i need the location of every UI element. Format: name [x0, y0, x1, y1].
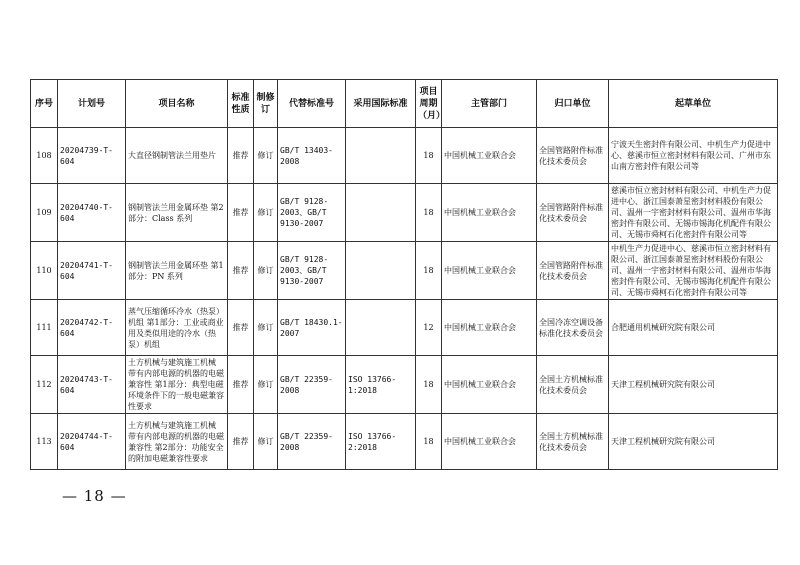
cell-replaced-standard: GB/T 22359-2008	[278, 414, 346, 470]
cell-standard-nature: 推荐	[228, 184, 254, 242]
table-row	[31, 300, 778, 356]
header-serial: 序号	[31, 80, 58, 128]
cell-serial: 108	[31, 128, 58, 184]
cell-plan-number: 20204739-T-604	[58, 128, 126, 184]
cell-serial: 113	[31, 414, 58, 470]
cell-committee: 全国管路附件标准化技术委员会	[537, 128, 609, 184]
cell-project-period: 12	[416, 300, 442, 356]
cell-intl-standard: ISO 13766-1:2018	[346, 356, 416, 414]
cell-project-name: 蒸气压缩循环冷水（热泵）机组 第1部分：工业或商业用及类似用途的冷水（热泵）机组	[126, 300, 228, 356]
cell-replaced-standard: GB/T 13403-2008	[278, 128, 346, 184]
header-department: 主管部门	[442, 80, 537, 128]
table-row	[31, 242, 778, 300]
cell-plan-number: 20204742-T-604	[58, 300, 126, 356]
cell-project-name: 土方机械与建筑施工机械 带有内部电源的机器的电磁兼容性 第2部分：功能安全的附加电磁兼容性要求	[126, 414, 228, 470]
cell-plan-number: 20204744-T-604	[58, 414, 126, 470]
cell-project-period: 18	[416, 242, 442, 300]
cell-committee: 全国管路附件标准化技术委员会	[537, 242, 609, 300]
cell-revision: 修订	[254, 356, 278, 414]
cell-serial: 110	[31, 242, 58, 300]
cell-project-period: 18	[416, 356, 442, 414]
header-plan-number: 计划号	[58, 80, 126, 128]
header-project-name: 项目名称	[126, 80, 228, 128]
table-row	[31, 184, 778, 242]
header-intl-standard: 采用国际标准	[346, 80, 416, 128]
cell-drafting-units: 天津工程机械研究院有限公司	[609, 414, 778, 470]
header-replaced-standard: 代替标准号	[278, 80, 346, 128]
cell-standard-nature: 推荐	[228, 300, 254, 356]
cell-drafting-units: 天津工程机械研究院有限公司	[609, 356, 778, 414]
header-committee: 归口单位	[537, 80, 609, 128]
cell-replaced-standard: GB/T 18430.1-2007	[278, 300, 346, 356]
cell-drafting-units: 慈溪市恒立密封材料有限公司、中机生产力促进中心、浙江国泰萧星密封材料股份有限公司、温州一宇密封材料有限公司、温州市华海密封件有限公司、无锡市锡海化机配件有限公司、无锡市舜柯石化密封件有限公司等	[609, 184, 778, 242]
cell-project-name: 大直径钢制管法兰用垫片	[126, 128, 228, 184]
cell-intl-standard	[346, 300, 416, 356]
table-header-row	[31, 80, 778, 128]
cell-revision: 修订	[254, 414, 278, 470]
cell-intl-standard	[346, 128, 416, 184]
cell-project-name: 钢制管法兰用金属环垫 第2部分：Class 系列	[126, 184, 228, 242]
cell-project-period: 18	[416, 184, 442, 242]
header-drafting-units: 起草单位	[609, 80, 778, 128]
cell-serial: 112	[31, 356, 58, 414]
cell-department: 中国机械工业联合会	[442, 300, 537, 356]
cell-department: 中国机械工业联合会	[442, 356, 537, 414]
cell-project-period: 18	[416, 414, 442, 470]
cell-intl-standard: ISO 13766-2:2018	[346, 414, 416, 470]
cell-standard-nature: 推荐	[228, 128, 254, 184]
cell-revision: 修订	[254, 184, 278, 242]
cell-serial: 111	[31, 300, 58, 356]
cell-project-name: 土方机械与建筑施工机械 带有内部电源的机器的电磁兼容性 第1部分：典型电磁环境条件下的一般电磁兼容性要求	[126, 356, 228, 414]
header-standard-nature: 标准性质	[228, 80, 254, 128]
header-revision: 制修订	[254, 80, 278, 128]
cell-plan-number: 20204740-T-604	[58, 184, 126, 242]
cell-department: 中国机械工业联合会	[442, 128, 537, 184]
cell-committee: 全国土方机械标准化技术委员会	[537, 414, 609, 470]
cell-drafting-units: 中机生产力促进中心、慈溪市恒立密封材料有限公司、浙江国泰萧星密封材料股份有限公司、温州一宇密封材料有限公司、温州市华海密封件有限公司、无锡市锡海化机配件有限公司、无锡市舜柯石化密封件有限公司等	[609, 242, 778, 300]
cell-drafting-units: 合肥通用机械研究院有限公司	[609, 300, 778, 356]
cell-replaced-standard: GB/T 22359-2008	[278, 356, 346, 414]
cell-standard-nature: 推荐	[228, 414, 254, 470]
cell-plan-number: 20204741-T-604	[58, 242, 126, 300]
cell-revision: 修订	[254, 300, 278, 356]
cell-revision: 修订	[254, 242, 278, 300]
cell-drafting-units: 宁波天生密封件有限公司、中机生产力促进中心、慈溪市恒立密封材料有限公司、广州市东山南方密封件有限公司等	[609, 128, 778, 184]
cell-standard-nature: 推荐	[228, 356, 254, 414]
cell-revision: 修订	[254, 128, 278, 184]
table-row	[31, 356, 778, 414]
header-project-period: 项目周期（月）	[416, 80, 442, 128]
cell-committee: 全国管路附件标准化技术委员会	[537, 184, 609, 242]
cell-department: 中国机械工业联合会	[442, 242, 537, 300]
cell-committee: 全国冷冻空调设备标准化技术委员会	[537, 300, 609, 356]
cell-standard-nature: 推荐	[228, 242, 254, 300]
cell-project-period: 18	[416, 128, 442, 184]
cell-department: 中国机械工业联合会	[442, 184, 537, 242]
page-number: — 18 —	[62, 487, 127, 505]
cell-intl-standard	[346, 184, 416, 242]
cell-department: 中国机械工业联合会	[442, 414, 537, 470]
standards-plan-table	[30, 79, 778, 470]
cell-replaced-standard: GB/T 9128-2003、GB/T 9130-2007	[278, 184, 346, 242]
cell-committee: 全国土方机械标准化技术委员会	[537, 356, 609, 414]
cell-serial: 109	[31, 184, 58, 242]
cell-plan-number: 20204743-T-604	[58, 356, 126, 414]
table-row	[31, 128, 778, 184]
cell-project-name: 钢制管法兰用金属环垫 第1部分：PN 系列	[126, 242, 228, 300]
cell-replaced-standard: GB/T 9128-2003、GB/T 9130-2007	[278, 242, 346, 300]
table-row	[31, 414, 778, 470]
cell-intl-standard	[346, 242, 416, 300]
